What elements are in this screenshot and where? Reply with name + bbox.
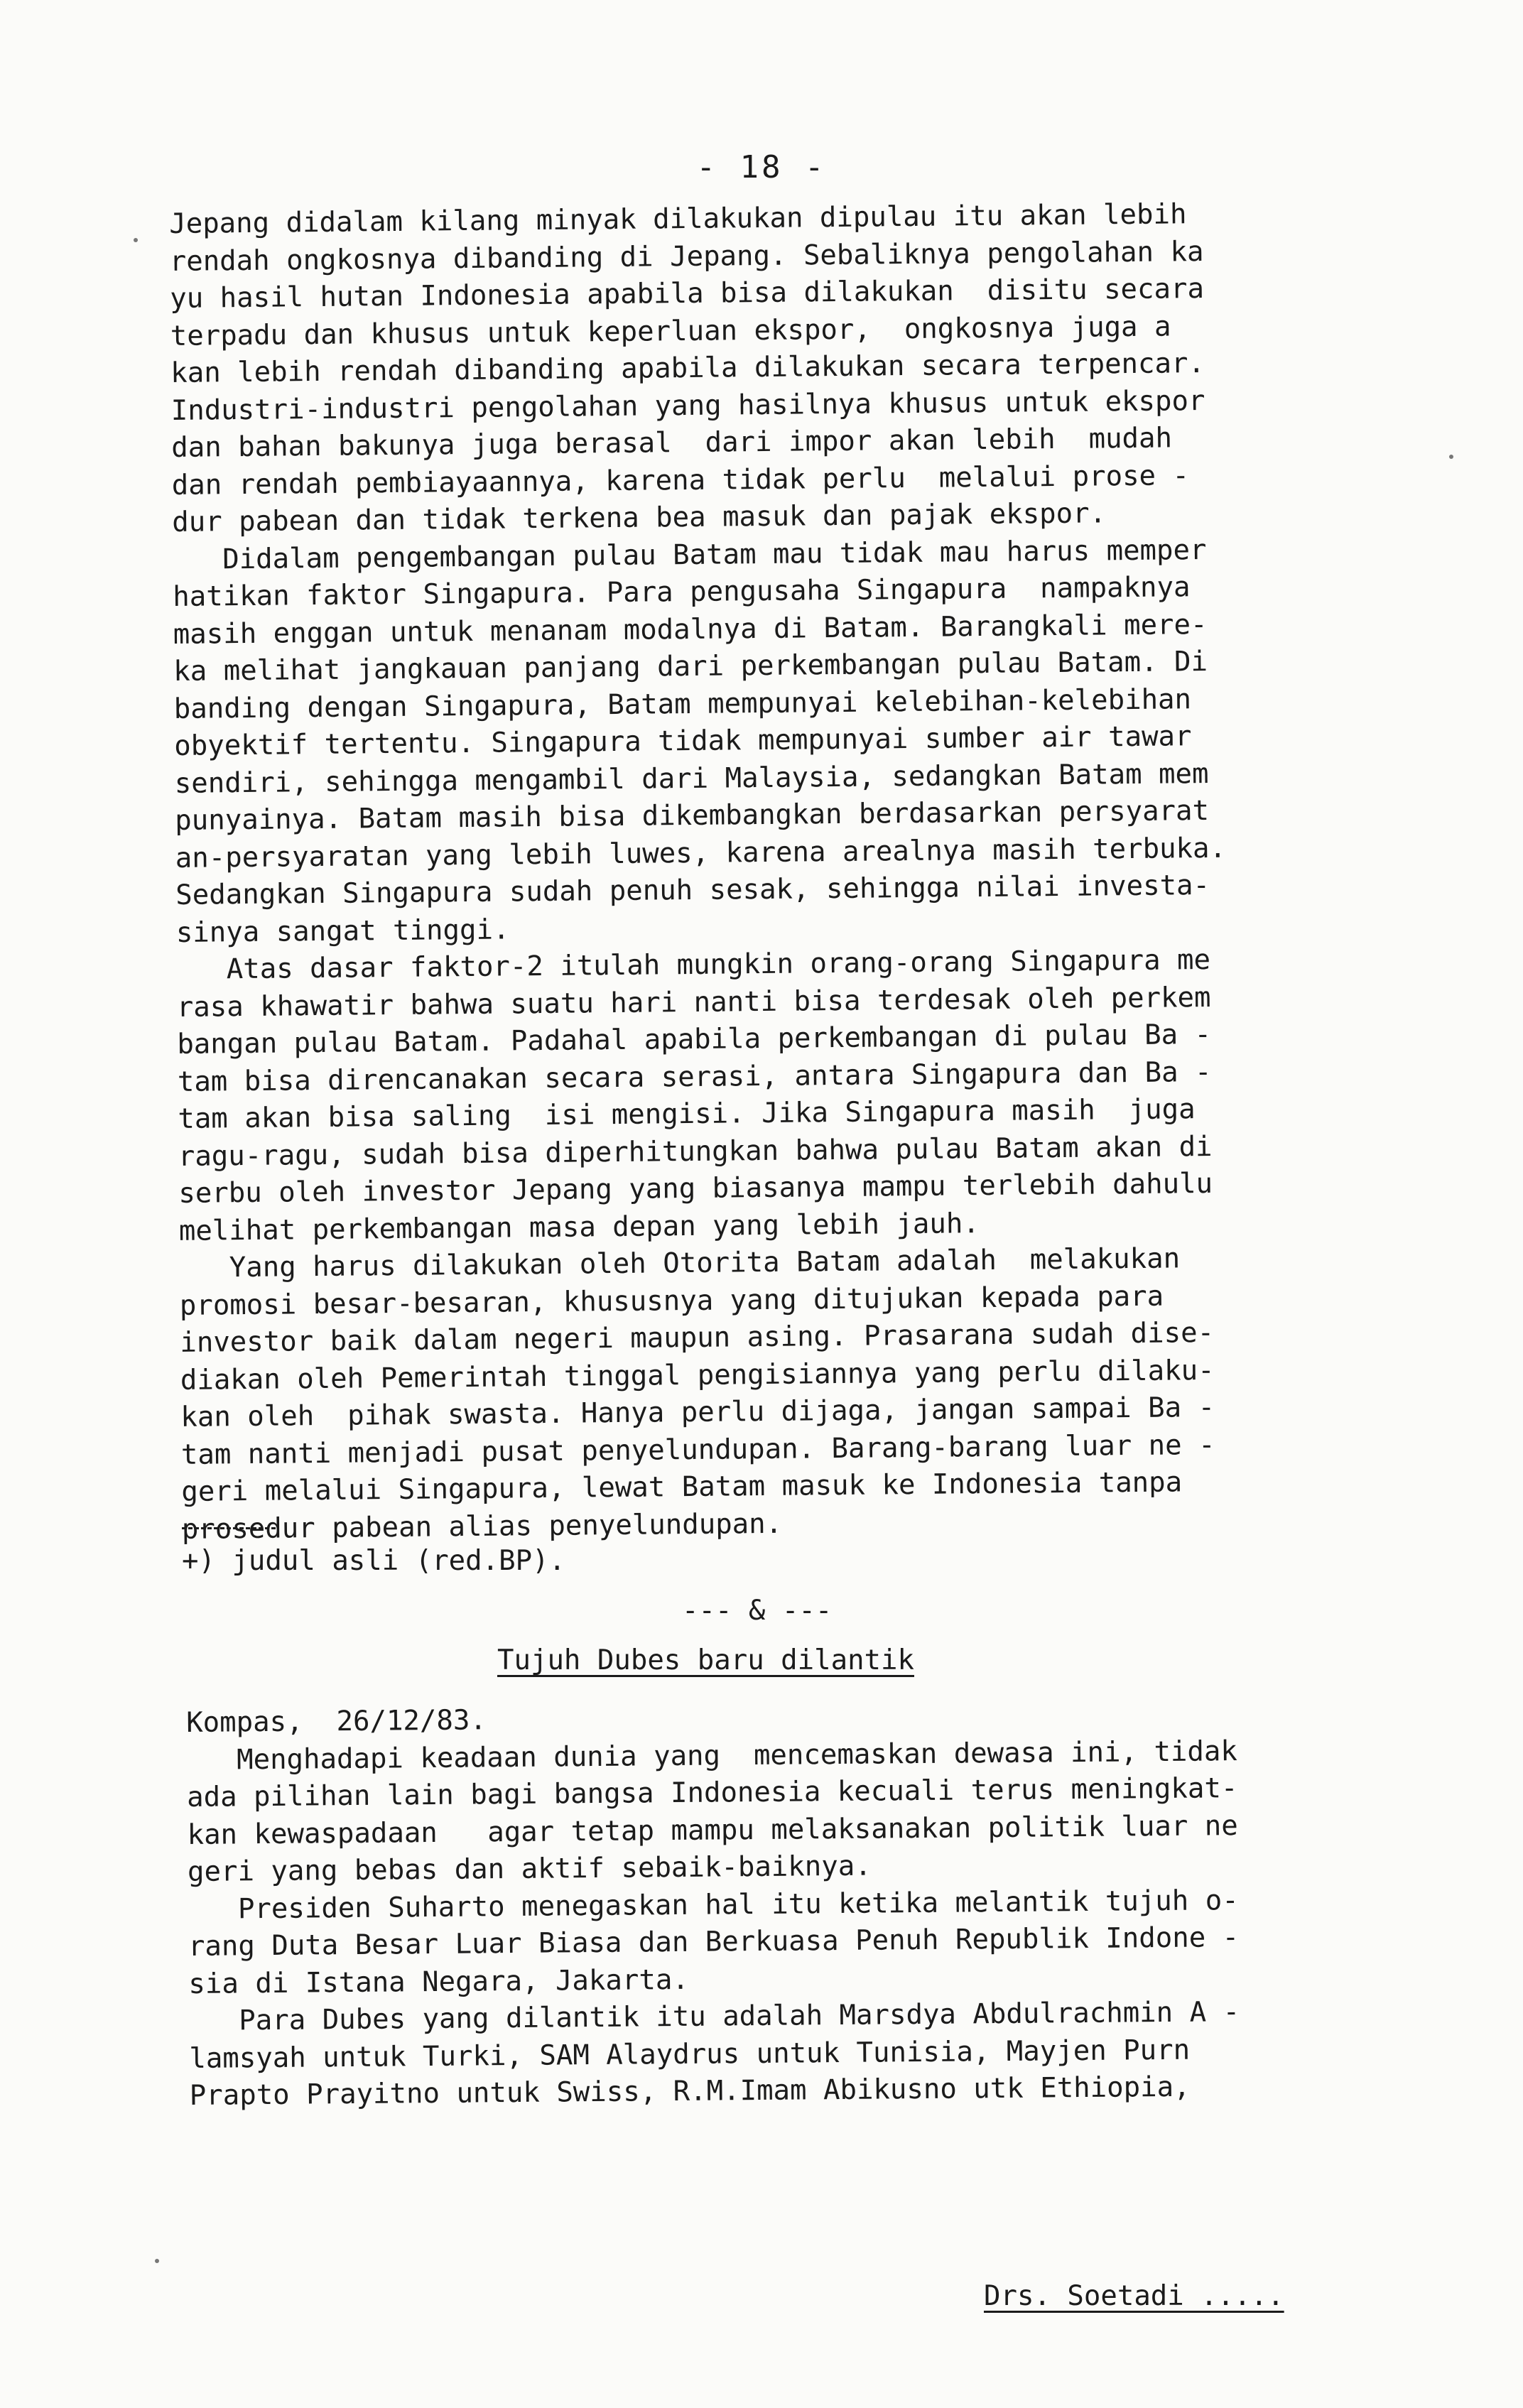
section-text-line: Prapto Prayitno untuk Swiss, R.M.Imam Abikusno utk Ethiopia, — [189, 2071, 1191, 2112]
signature-line: Drs. Soetadi ..... — [984, 2280, 1284, 2312]
body-text-line: promosi besar-besaran, khususnya yang ditujukan kepada para — [179, 1280, 1164, 1322]
body-text-line: tam nanti menjadi pusat penyelundupan. Barang-barang luar ne - — [180, 1428, 1215, 1471]
body-text-line: rasa khawatir bahwa suatu hari nanti bisa terdesak oleh perkem — [176, 981, 1211, 1024]
section-text-line: kan kewaspadaan agar tetap mampu melaksanakan politik luar ne — [187, 1809, 1238, 1851]
body-text-line: ka melihat jangkauan panjang dari perkembangan pulau Batam. Di — [173, 645, 1208, 688]
footnote: +) judul asli (red.BP). — [182, 1545, 566, 1577]
body-text-line: sendiri, sehingga mengambil dari Malaysia, sedangkan Batam mem — [174, 757, 1209, 800]
section-text-line: Para Dubes yang dilantik itu adalah Marsdya Abdulrachmin A - — [188, 1996, 1240, 2037]
body-text-line: ragu-ragu, sudah bisa diperhitungkan bahwa pulau Batam akan di — [178, 1130, 1213, 1173]
section-text-line: Presiden Suharto menegaskan hal itu ketika melantik tujuh o- — [188, 1884, 1239, 1926]
section-text-line: sia di Istana Negara, Jakarta. — [188, 1963, 690, 2000]
body-text-line: an-persyaratan yang lebih luwes, karena arealnya masih terbuka. — [175, 832, 1227, 874]
scan-speck — [155, 2259, 159, 2263]
scan-speck — [1449, 455, 1453, 459]
body-text-line: Yang harus dilakukan oleh Otorita Batam adalah melakukan — [179, 1242, 1181, 1284]
article-body — [169, 195, 1389, 1549]
body-text-line: hatikan faktor Singapura. Para pengusaha Singapura nampaknya — [173, 571, 1191, 613]
scan-speck — [134, 238, 138, 242]
body-text-line: geri melalui Singapura, lewat Batam masuk ke Indonesia tanpa — [181, 1466, 1183, 1508]
body-text-line: banding dengan Singapura, Batam mempunyai kelebihan-kelebihan — [173, 683, 1192, 725]
body-text-line: sinya sangat tinggi. — [175, 913, 510, 949]
section-title: Tujuh Dubes baru dilantik — [497, 1644, 914, 1676]
section-text-line: ada pilihan lain bagi bangsa Indonesia kecuali terus meningkat- — [186, 1772, 1238, 1813]
body-text-line: rendah ongkosnya dibanding di Jepang. Sebaliknya pengolahan ka — [169, 235, 1204, 278]
body-text-line: punyainya. Batam masih bisa dikembangkan berdasarkan persyarat — [175, 794, 1210, 837]
body-text-line: Atas dasar faktor-2 itulah mungkin orang-orang Singapura me — [176, 943, 1211, 986]
body-text-line: terpadu dan khusus untuk keperluan ekspor, ongkosnya juga a — [170, 310, 1171, 352]
body-text-line: dan rendah pembiayaannya, karena tidak perlu melalui prose - — [171, 459, 1190, 501]
body-text-line: Industri-industri pengolahan yang hasilnya khusus untuk ekspor — [170, 384, 1205, 427]
body-text-line: Sedangkan Singapura sudah penuh sesak, sehingga nilai investa- — [175, 869, 1210, 911]
body-text-line: dur pabean dan tidak terkena bea masuk dan pajak ekspor. — [172, 497, 1107, 538]
section-separator: --- & --- — [682, 1595, 833, 1627]
body-text-line: melihat perkembangan masa depan yang lebih jauh. — [178, 1207, 980, 1247]
body-text-line: obyektif tertentu. Singapura tidak mempunyai sumber air tawar — [174, 720, 1192, 762]
body-text-line: bangan pulau Batam. Padahal apabila perkembangan di pulau Ba - — [177, 1018, 1212, 1061]
body-text-line: investor baik dalam negeri maupun asing. Prasarana sudah dise- — [180, 1316, 1215, 1359]
section-text-line: lamsyah untuk Turki, SAM Alaydrus untuk Tunisia, Mayjen Purn — [189, 2034, 1191, 2075]
page-number: - 18 - — [696, 149, 827, 185]
body-text-line: serbu oleh investor Jepang yang biasanya mampu terlebih dahulu — [178, 1167, 1213, 1210]
section-text-line: Menghadapi keadaan dunia yang mencemaskan dewasa ini, tidak — [186, 1735, 1238, 1777]
body-text-line: tam bisa direncanakan secara serasi, antara Singapura dan Ba - — [177, 1056, 1212, 1098]
body-text-line: tam akan bisa saling isi mengisi. Jika Singapura masih juga — [178, 1093, 1196, 1135]
body-text-line: masih enggan untuk menanam modalnya di Batam. Barangkali mere- — [173, 608, 1208, 651]
body-text-line: Didalam pengembangan pulau Batam mau tidak mau harus memper — [172, 533, 1207, 576]
body-text-line: dan bahan bakunya juga berasal dari impor akan lebih mudah — [171, 422, 1173, 464]
body-text-line: prosedur pabean alias penyelundupan. — [181, 1507, 783, 1546]
body-text-line: diakan oleh Pemerintah tinggal pengisiannya yang perlu dilaku- — [180, 1354, 1215, 1396]
section-text-line: geri yang bebas dan aktif sebaik-baiknya. — [187, 1850, 872, 1888]
body-text-line: kan oleh pihak swasta. Hanya perlu dijaga, jangan sampai Ba - — [180, 1391, 1215, 1433]
footnote-rule — [182, 1527, 276, 1529]
body-text-line: yu hasil hutan Indonesia apabila bisa dilakukan disitu secara — [170, 273, 1205, 315]
body-text-line: kan lebih rendah dibanding apabila dilakukan secara terpencar. — [170, 347, 1205, 389]
body-text-line: Jepang didalam kilang minyak dilakukan dipulau itu akan lebih — [169, 198, 1187, 240]
section-body — [186, 1694, 1383, 2115]
section-text-line: rang Duta Besar Luar Biasa dan Berkuasa Penuh Republik Indone - — [188, 1921, 1240, 1963]
section-text-line: Kompas, 26/12/83. — [186, 1704, 487, 1739]
